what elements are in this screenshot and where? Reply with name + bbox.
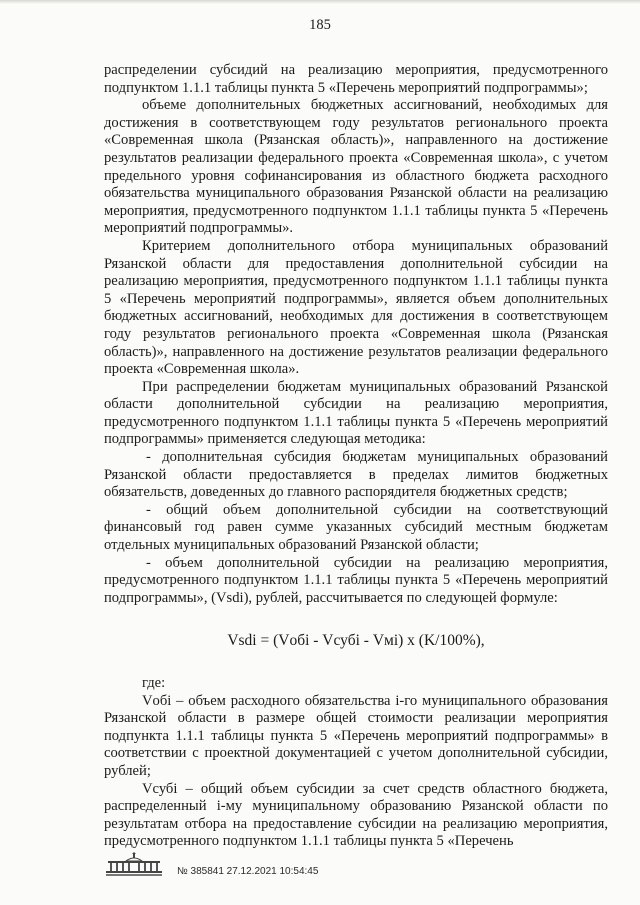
method-item-3: - объем дополнительной субсидии на реализацию мероприятия, предусмотренного подпунктом 1.1.1 таблицы пункта 5 «Перечень мероприятий подпрограммы», (Vsdi), рублей, рассчитывается по следующей формуле: [104,554,608,606]
method-item-2: - общий объем дополнительной субсидии на соответствующий финансовый год равен сумме указанных субсидий местным бюджетам отдельных муниципальных образований Рязанской области; [104,501,608,554]
definition-vob: Vобі – объем расходного обязательства і-го муниципального образования Рязанской области в размере общей стоимости реализации мероприятия подпункта 1.1.1 таблицы пункта 5 «Перечень мероприятий подпрограммы» в соответствии с проектной документацией с учетом дополнительной субсидии, рублей; [104,692,608,779]
document-registration-stamp: № 385841 27.12.2021 10:54:45 [177,866,319,877]
paragraph-4: При распределении бюджетам муниципальных образований Рязанской области дополнительной субсидии на реализацию мероприятия, предусмотренного подпунктом 1.1.1 таблицы пункта 5 «Перечень мероприятий подпрограммы» применяется следующая методика: [104,378,608,448]
paragraph-1: распределении субсидий на реализацию мероприятия, предусмотренного подпунктом 1.1.1 таблицы пункта 5 «Перечень мероприятий подпрограммы»; [104,62,608,96]
paragraph-3: Критерием дополнительного отбора муниципальных образований Рязанской области для предоставления дополнительной субсидии на реализацию мероприятия, предусмотренного подпунктом 1.1.1 таблицы пункта 5 «Перечень мероприятий подпрограммы», является объем дополнительных бюджетных ассигнований, необходимых для достижения в соответствующем году результатов регионального проекта «Современная школа (Рязанская область)», направленного на достижение результатов реализации федерального проекта «Современная школа». [104,237,608,378]
definition-vsub: Vсубі – общий объем субсидии за счет средств областного бюджета, распределенный і-му муниципальному образованию Рязанской области по результатам отбора на предоставление субсидии на реализацию мероприятия, предусмотренного подпунктом 1.1.1 таблицы пункта 5 «Перечень [104,780,608,850]
where-label: где: [142,675,166,691]
paragraph-2: объеме дополнительных бюджетных ассигнований, необходимых для достижения в соответствующем году результатов регионального проекта «Современная школа (Рязанская область)», направленного на достижение результатов реализации федерального проекта «Современная школа», с учетом предельного уровня софинансирования из областного бюджета расходного обязательства муниципального образования Рязанской области на реализацию мероприятия, предусмотренного подпунктом 1.1.1 таблицы пункта 5 «Перечень мероприятий подпрограммы». [104,97,608,237]
document-body [104,62,608,851]
registry-logo [104,851,164,877]
page-number: 185 [309,17,331,33]
page-top-edge [0,0,640,4]
method-item-1: - дополнительная субсидия бюджетам муниципальных образований Рязанской области предоставляется в пределах лимитов бюджетных обязательств, доведенных до главного распорядителя бюджетных средств; [104,449,608,501]
formula: Vsdi = (Vобі - Vсубі - Vмі) х (K/100%), [227,632,485,650]
